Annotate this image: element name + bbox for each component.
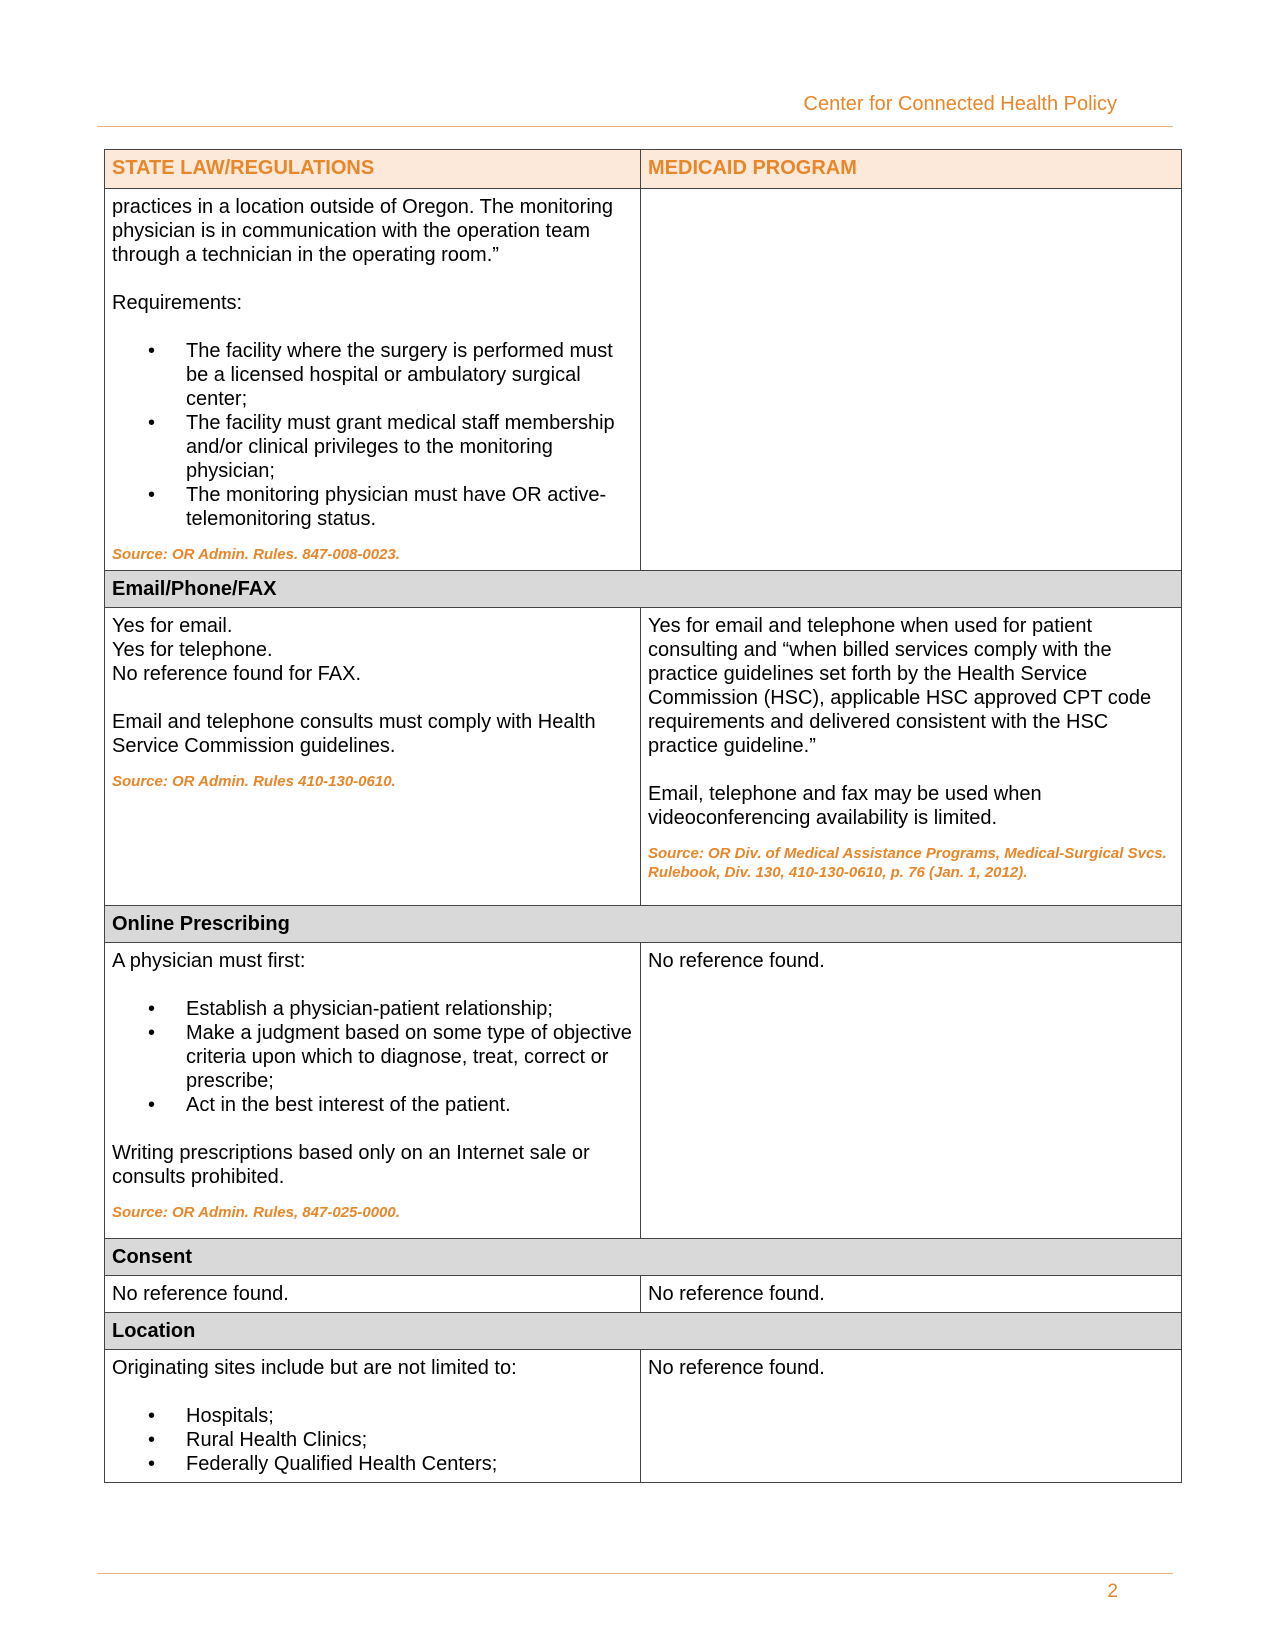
text-line: No reference found for FAX. (112, 663, 362, 685)
footer-divider (97, 1573, 1173, 1574)
medicaid-cell: No reference found. (641, 1276, 1182, 1313)
list-item: • The monitoring physician must have OR active-telemonitoring status. (112, 483, 633, 531)
source-citation: Source: OR Admin. Rules 410-130-0610. (112, 773, 396, 790)
table-row (105, 189, 1182, 571)
requirements-label: Requirements: (112, 292, 243, 314)
list-item: • Act in the best interest of the patient. (112, 1093, 633, 1117)
section-title-location: Location (105, 1313, 1182, 1350)
state-cell (105, 943, 641, 1239)
medicaid-cell (641, 608, 1182, 906)
column-header-state: STATE LAW/REGULATIONS (105, 150, 641, 189)
section-row (105, 571, 1182, 608)
text-paragraph: Email and telephone consults must comply with Health Service Commission guidelines. (112, 711, 596, 757)
list-item: • The facility where the surgery is performed must be a licensed hospital or ambulatory surgical center; (112, 339, 633, 411)
medicaid-cell (641, 1350, 1182, 1483)
text-line: practices in a location outside of Oregon. The monitoring (112, 196, 614, 218)
section-row (105, 1313, 1182, 1350)
state-cell (105, 608, 641, 906)
column-header-row (105, 150, 1182, 189)
medicaid-cell (641, 943, 1182, 1239)
text-line: physician is in communication with the operation team (112, 220, 591, 242)
text-line: through a technician in the operating room.” (112, 244, 499, 266)
location-list (112, 1404, 633, 1476)
policy-table (104, 149, 1182, 1483)
section-title-email: Email/Phone/FAX (105, 571, 1182, 608)
list-item: • The facility must grant medical staff membership and/or clinical privileges to the monitoring physician; (112, 411, 633, 483)
text-paragraph: Yes for email and telephone when used for patient consulting and “when billed services comply with the practice guidelines set forth by the Health Service Commission (HSC), applicable HSC approved CPT code requirements and delivered consistent with the HSC practice guideline.” (648, 615, 1152, 757)
medicaid-cell (641, 189, 1182, 571)
table-row (105, 943, 1182, 1239)
state-cell (105, 1350, 641, 1483)
list-item: • Rural Health Clinics; (112, 1428, 633, 1452)
header-divider (97, 126, 1173, 127)
requirements-list (112, 339, 633, 531)
table-row (105, 608, 1182, 906)
state-cell (105, 189, 641, 571)
text-paragraph: Writing prescriptions based only on an Internet sale or consults prohibited. (112, 1142, 590, 1188)
text-line: Yes for telephone. (112, 639, 273, 661)
list-item: • Hospitals; (112, 1404, 633, 1428)
source-citation: Source: OR Admin. Rules. 847-008-0023. (112, 546, 400, 563)
section-title-consent: Consent (105, 1239, 1182, 1276)
state-cell: No reference found. (105, 1276, 641, 1313)
source-citation: Source: OR Admin. Rules, 847-025-0000. (112, 1204, 400, 1221)
text-line: No reference found. (648, 1357, 825, 1379)
list-item: • Establish a physician-patient relationship; (112, 997, 633, 1021)
text-line: A physician must first: (112, 950, 306, 972)
section-row (105, 1239, 1182, 1276)
page-number: 2 (1107, 1581, 1118, 1602)
section-row (105, 906, 1182, 943)
table-row (105, 1350, 1182, 1483)
section-title-prescribing: Online Prescribing (105, 906, 1182, 943)
text-paragraph: Email, telephone and fax may be used when videoconferencing availability is limited. (648, 783, 1042, 829)
list-item: • Make a judgment based on some type of objective criteria upon which to diagnose, treat, correct or prescribe; (112, 1021, 633, 1093)
text-line: Originating sites include but are not limited to: (112, 1357, 517, 1379)
column-header-medicaid: MEDICAID PROGRAM (641, 150, 1182, 189)
text-line: Yes for email. (112, 615, 233, 637)
header-title: Center for Connected Health Policy (803, 93, 1117, 115)
prescribing-list (112, 997, 633, 1117)
table-row (105, 1276, 1182, 1313)
text-line: No reference found. (648, 950, 825, 972)
source-citation: Source: OR Div. of Medical Assistance Programs, Medical-Surgical Svcs. Rulebook, Div. 130, 410-130-0610, p. 76 (Jan. 1, 2012). (648, 845, 1167, 881)
list-item: • Federally Qualified Health Centers; (112, 1452, 633, 1476)
